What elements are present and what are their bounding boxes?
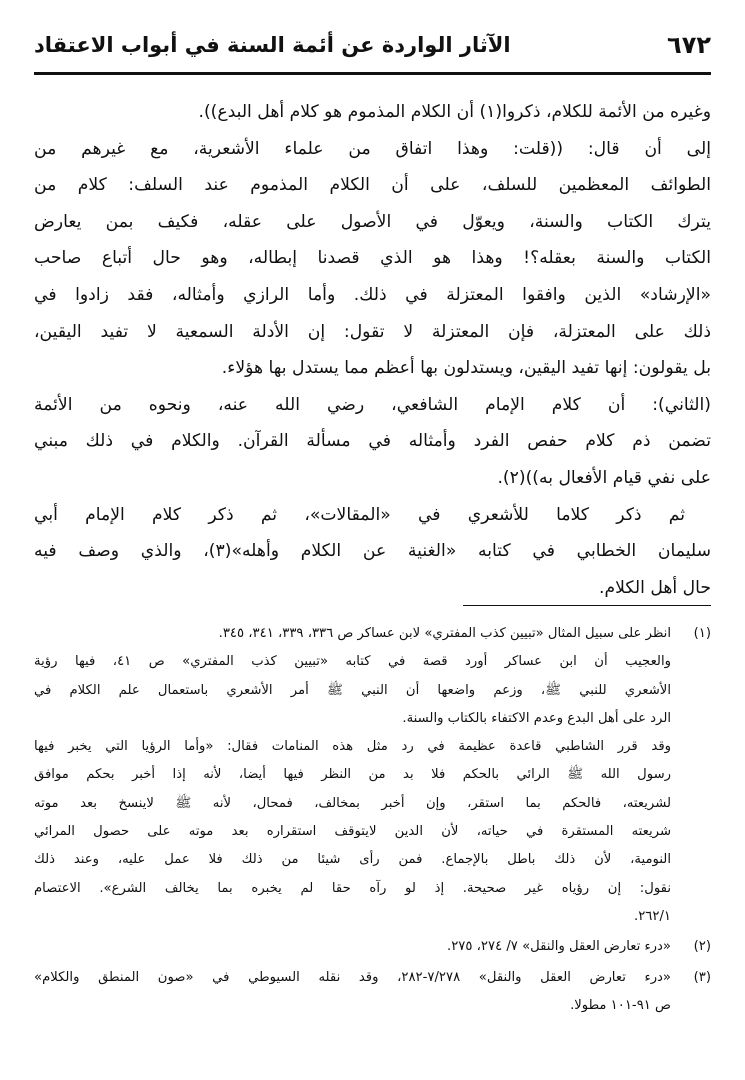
footnote-line: وقد قرر الشاطبي قاعدة عظيمة في رد مثل هذه المنامات فقال: «وأما الرؤيا التي يخبر فيها <box>34 739 671 755</box>
footnote-line: ص ٩١-١٠١ مطولا. <box>570 997 671 1013</box>
footnote-line: لشريعته، فالحكم بما استقر، وإن أخبر بمخالف، فمحال، لأنه ﷺ لاينسخ بعد موته <box>34 795 671 811</box>
text-line: بل يقولون: إنها تفيد اليقين، ويستدلون بها أعظم مما يستدل بها هؤلاء. <box>221 358 711 379</box>
footnote-line: رسول الله ﷺ الرائي بالحكم فلا بد من النظر فيها أيضا، لأنه إذا أخبر بحكم موافق <box>34 767 671 783</box>
footnote-3 <box>34 964 711 1021</box>
footnote-number: (٣) <box>693 969 711 985</box>
text-line: ثم ذكر كلاما للأشعري في «المقالات»، ثم ذكر كلام الإمام أبي <box>34 504 685 525</box>
text-line: سليمان الخطابي في كتابه «الغنية عن الكلام وأهله»(٣)، والذي وصف فيه <box>34 541 711 562</box>
text-line: يترك الكتاب والسنة، ويعوّل في الأصول على عقله، فكيف بمن يعارض <box>34 211 711 232</box>
footnote-text <box>34 620 671 931</box>
footnote-text <box>34 933 671 961</box>
text-line: الكتاب والسنة بعقله؟! وهذا هو الذي قصدنا إبطاله، وهو حال أتباع صاحب <box>34 248 711 269</box>
text-line: إلى أن قال: ((قلت: وهذا اتفاق من علماء الأشعرية، مع غيرهم من <box>34 138 711 159</box>
footnote-line: شريعته المستقرة في حياته، لأن الدين لايتوقف استقراره بعد موته على حصول المرائي <box>34 824 671 840</box>
footnote-line: «درء تعارض العقل والنقل» ٧/ ٢٧٤، ٢٧٥. <box>447 939 671 955</box>
running-title: الآثار الواردة عن أئمة السنة في أبواب الاعتقاد <box>34 33 511 57</box>
footnote-line: نقول: إن رؤياه غير صحيحة. إذ لو رآه حقا لم يخبره بما يخالف الشرع». الاعتصام <box>34 880 671 896</box>
text-line: حال أهل الكلام. <box>599 577 711 598</box>
text-line: الطوائف المعظمين للسلف، على أن الكلام المذموم عند السلف: كلام من <box>34 175 711 196</box>
footnote-1 <box>34 620 711 931</box>
text-line: «الإرشاد» الذين وافقوا المعتزلة في ذلك. وأما الرازي وأمثاله، فقد زادوا في <box>34 284 711 305</box>
footnote-text <box>34 964 671 1021</box>
footnote-line: انظر على سبيل المثال «تبيين كذب المفتري» لابن عساكر ص ٣٣٦، ٣٣٩، ٣٤١، ٣٤٥. <box>218 626 671 641</box>
footnote-line: والعجيب أن ابن عساكر أورد قصة في كتابه «تبيين كذب المفتري» ص ٤١، فيها رؤية <box>34 654 671 670</box>
footnote-number: (٢) <box>693 939 711 955</box>
footnote-line: «درء تعارض العقل والنقل» ٧/٢٧٨-٢٨٢، وقد نقله السيوطي في «صون المنطق والكلام» <box>34 969 671 985</box>
footnote-separator <box>463 605 711 606</box>
footnote-line: الرد على أهل البدع وعدم الاكتفاء بالكتاب والسنة. <box>402 710 671 726</box>
footnote-line: النومية، لأن ذلك باطل بالإجماع. فمن رأى شيئا من ذلك فلا عمل عليه، وعند ذلك <box>34 852 671 868</box>
running-header <box>34 18 711 75</box>
footnote-2 <box>34 933 711 961</box>
footnotes <box>34 620 711 1020</box>
page-number: ٦٧٢ <box>667 31 711 59</box>
text-line: ذلك على المعتزلة، فإن المعتزلة لا تقول: إن الأدلة السمعية لا تفيد اليقين، <box>34 321 711 342</box>
footnote-line: ٢٦٢/١. <box>634 908 671 924</box>
text-line: وغيره من الأئمة للكلام، ذكروا(١) أن الكلام المذموم هو كلام أهل البدع)). <box>198 102 711 122</box>
main-text <box>34 94 711 606</box>
text-line: على نفي قيام الأفعال به))(٢). <box>497 467 711 488</box>
footnote-line: الأشعري للنبي ﷺ، وزعم واضعها أن النبي ﷺ أمر الأشعري باستعمال علم الكلام في <box>34 682 671 698</box>
text-line: (الثاني): أن كلام الإمام الشافعي، رضي الله عنه، ونحوه من الأئمة <box>34 394 711 415</box>
footnote-number: (١) <box>693 626 711 641</box>
text-line: تضمن ذم كلام حفص الفرد وأمثاله في مسألة القرآن. والكلام في ذلك مبني <box>34 431 711 452</box>
